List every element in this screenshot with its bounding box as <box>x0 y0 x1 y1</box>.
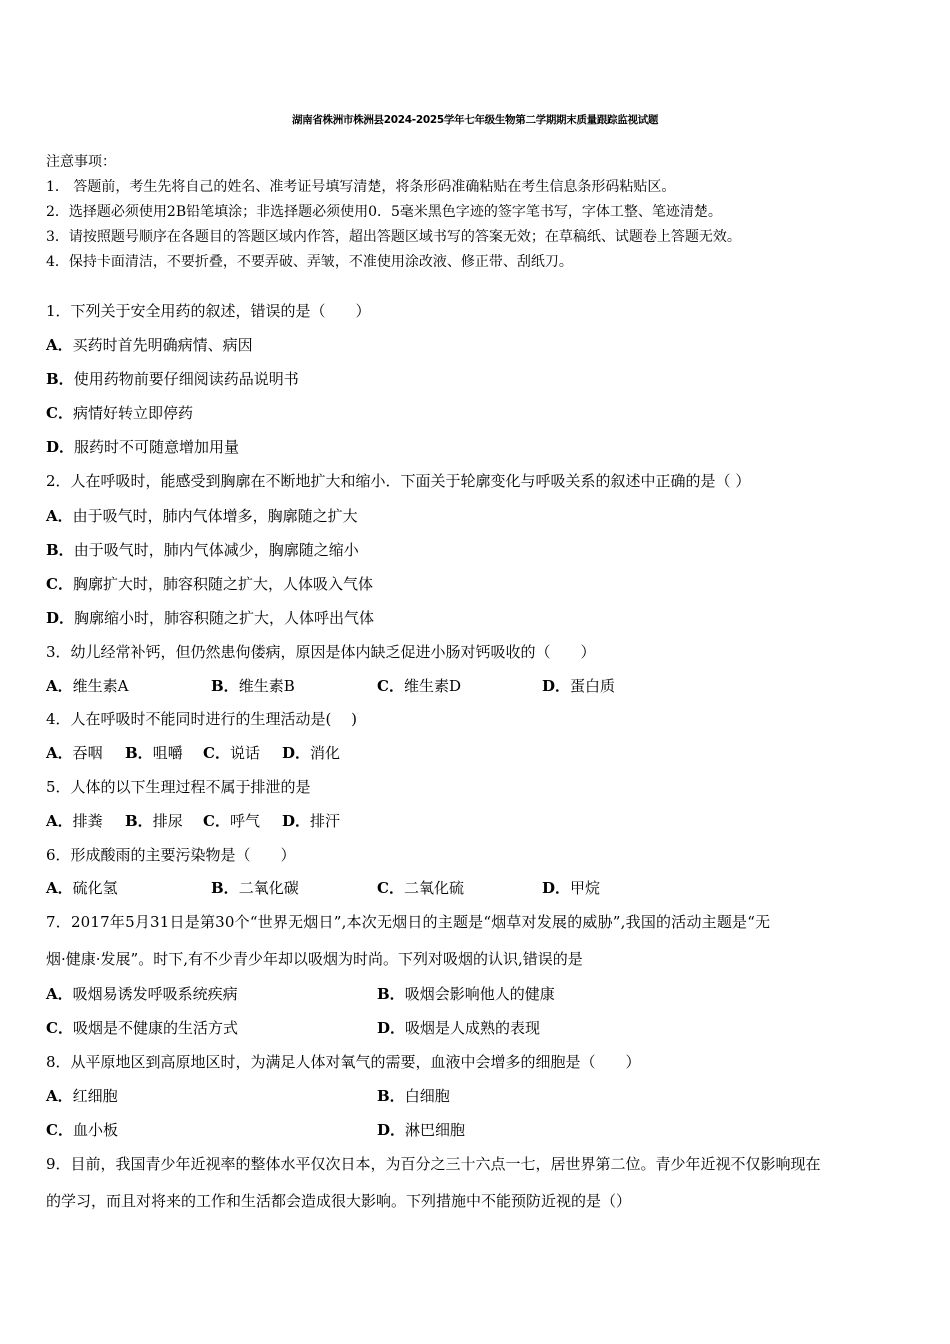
question-4-option-d <box>282 743 340 763</box>
question-2-option-d <box>46 608 374 628</box>
question-8-option-a <box>46 1086 118 1106</box>
option-text: 硫化氢 <box>72 879 118 897</box>
option-text: 服药时不可随意增加用量 <box>74 438 240 456</box>
question-3-option-b <box>211 676 295 696</box>
question-7-option-a <box>46 984 238 1004</box>
question-7-stem-line-2: 烟·健康·发展”。时下,有不少青少年却以吸烟为时尚。下列对吸烟的认识,错误的是 <box>46 950 583 968</box>
option-text: 呼气 <box>229 812 260 830</box>
question-1-option-d <box>46 437 239 457</box>
question-2-option-c <box>46 574 373 594</box>
option-text: 由于吸气时，肺内气体增多，胸廓随之扩大 <box>72 507 358 525</box>
option-text: 维生素D <box>403 677 461 695</box>
option-text: 蛋白质 <box>570 677 616 695</box>
question-2-option-b <box>46 540 359 560</box>
option-label: D． <box>46 609 75 627</box>
option-label: B． <box>377 1087 405 1105</box>
option-label: C． <box>203 744 230 762</box>
question-3-option-a <box>46 676 128 696</box>
question-7-option-c <box>46 1018 238 1038</box>
option-label: B． <box>377 985 405 1003</box>
question-1-stem: 1．下列关于安全用药的叙述，错误的是（ ） <box>46 302 371 320</box>
option-text: 胸廓扩大时，肺容积随之扩大，人体吸入气体 <box>72 575 373 593</box>
question-1-option-a <box>46 335 253 355</box>
question-6-option-c <box>377 878 464 898</box>
question-5-option-c <box>203 811 260 831</box>
option-label: A． <box>46 985 73 1003</box>
question-8-stem: 8．从平原地区到高原地区时，为满足人体对氧气的需要，血液中会增多的细胞是（ ） <box>46 1053 641 1071</box>
question-3-stem: 3．幼儿经常补钙，但仍然患佝偻病，原因是体内缺乏促进小肠对钙吸收的（ ） <box>46 643 596 661</box>
option-label: B． <box>46 370 74 388</box>
question-3-option-c <box>377 676 461 696</box>
option-label: B． <box>125 812 153 830</box>
option-text: 吸烟会影响他人的健康 <box>404 985 555 1003</box>
option-label: C． <box>46 404 73 422</box>
option-text: 甲烷 <box>570 879 601 897</box>
option-label: A． <box>46 677 73 695</box>
option-label: A． <box>46 744 73 762</box>
question-1-option-b <box>46 369 299 389</box>
option-text: 吸烟是人成熟的表现 <box>405 1019 541 1037</box>
option-text: 淋巴细胞 <box>405 1121 466 1139</box>
option-label: C． <box>203 812 230 830</box>
question-7-option-d <box>377 1018 540 1038</box>
exam-title: 湖南省株洲市株洲县2024-2025学年七年级生物第二学期期末质量跟踪监视试题 <box>291 114 659 126</box>
question-3-option-d <box>542 676 615 696</box>
question-6-stem: 6．形成酸雨的主要污染物是（ ） <box>46 846 296 864</box>
option-text: 维生素B <box>238 677 295 695</box>
question-6-option-b <box>211 878 299 898</box>
question-4-stem: 4．人在呼吸时不能同时进行的生理活动是( ) <box>46 710 358 728</box>
notice-item-4: 4．保持卡面清洁，不要折叠，不要弄破、弄皱，不准使用涂改液、修正带、刮纸刀。 <box>46 254 573 270</box>
option-label: D． <box>542 879 571 897</box>
question-7-stem-line-1: 7．2017年5月31日是第30个“世界无烟日”,本次无烟日的主题是“烟草对发展的威胁”,我国的活动主题是“无 <box>46 913 771 931</box>
option-label: D． <box>377 1019 406 1037</box>
option-text: 买药时首先明确病情、病因 <box>72 336 253 354</box>
question-4-option-a <box>46 743 103 763</box>
option-label: A． <box>46 812 73 830</box>
option-label: D． <box>377 1121 406 1139</box>
option-text: 血小板 <box>72 1121 118 1139</box>
option-text: 消化 <box>310 744 341 762</box>
option-label: A． <box>46 507 73 525</box>
question-9-stem-line-1: 9．目前，我国青少年近视率的整体水平仅次日本，为百分之三十六点一七，居世界第二位。青少年近视不仅影响现在 <box>46 1155 821 1173</box>
question-5-option-a <box>46 811 103 831</box>
option-label: C． <box>377 677 404 695</box>
question-6-option-d <box>542 878 600 898</box>
notice-item-1: 1． 答题前，考生先将自己的姓名、准考证号填写清楚，将条形码准确粘贴在考生信息条形码粘贴区。 <box>46 179 676 195</box>
option-label: B． <box>125 744 153 762</box>
option-text: 排粪 <box>72 812 103 830</box>
option-label: B． <box>46 541 74 559</box>
option-text: 病情好转立即停药 <box>72 404 193 422</box>
option-text: 胸廓缩小时，肺容积随之扩大，人体呼出气体 <box>74 609 375 627</box>
option-text: 吸烟是不健康的生活方式 <box>72 1019 238 1037</box>
option-label: C． <box>46 1019 73 1037</box>
option-label: D． <box>46 438 75 456</box>
notice-heading: 注意事项： <box>46 154 116 170</box>
option-label: C． <box>46 575 73 593</box>
notice-item-2: 2．选择题必须使用2B铅笔填涂；非选择题必须使用0．5毫米黑色字迹的签字笔书写，字体工整、笔迹清楚。 <box>46 204 722 220</box>
question-8-option-c <box>46 1120 118 1140</box>
option-label: D． <box>282 812 311 830</box>
option-label: B． <box>211 879 239 897</box>
option-text: 排汗 <box>310 812 341 830</box>
notice-item-3: 3．请按照题号顺序在各题目的答题区域内作答，超出答题区域书写的答案无效；在草稿纸、试题卷上答题无效。 <box>46 229 741 245</box>
question-6-option-a <box>46 878 118 898</box>
question-8-option-d <box>377 1120 465 1140</box>
question-9-stem-line-2: 的学习，而且对将来的工作和生活都会造成很大影响。下列措施中不能预防近视的是（） <box>46 1192 632 1210</box>
question-5-option-b <box>125 811 183 831</box>
question-5-option-d <box>282 811 340 831</box>
question-2-stem: 2．人在呼吸时，能感受到胸廓在不断地扩大和缩小．下面关于轮廓变化与呼吸关系的叙述中正确的是（ ） <box>46 472 751 490</box>
option-label: A． <box>46 336 73 354</box>
option-text: 使用药物前要仔细阅读药品说明书 <box>73 370 299 388</box>
question-4-option-b <box>125 743 183 763</box>
option-text: 排尿 <box>152 812 183 830</box>
question-7-option-b <box>377 984 555 1004</box>
option-text: 二氧化碳 <box>238 879 299 897</box>
option-text: 二氧化硫 <box>403 879 464 897</box>
option-label: D． <box>542 677 571 695</box>
option-label: C． <box>377 879 404 897</box>
question-4-option-c <box>203 743 260 763</box>
option-text: 由于吸气时，肺内气体减少，胸廓随之缩小 <box>73 541 359 559</box>
option-label: A． <box>46 879 73 897</box>
option-label: C． <box>46 1121 73 1139</box>
option-text: 吸烟易诱发呼吸系统疾病 <box>72 985 238 1003</box>
question-5-stem: 5．人体的以下生理过程不属于排泄的是 <box>46 778 311 796</box>
question-1-option-c <box>46 403 193 423</box>
option-text: 红细胞 <box>72 1087 118 1105</box>
option-text: 咀嚼 <box>152 744 183 762</box>
option-text: 说话 <box>229 744 260 762</box>
option-text: 白细胞 <box>404 1087 450 1105</box>
option-label: D． <box>282 744 311 762</box>
option-text: 吞咽 <box>72 744 103 762</box>
option-label: B． <box>211 677 239 695</box>
option-label: A． <box>46 1087 73 1105</box>
question-2-option-a <box>46 506 358 526</box>
question-8-option-b <box>377 1086 450 1106</box>
option-text: 维生素A <box>72 677 129 695</box>
